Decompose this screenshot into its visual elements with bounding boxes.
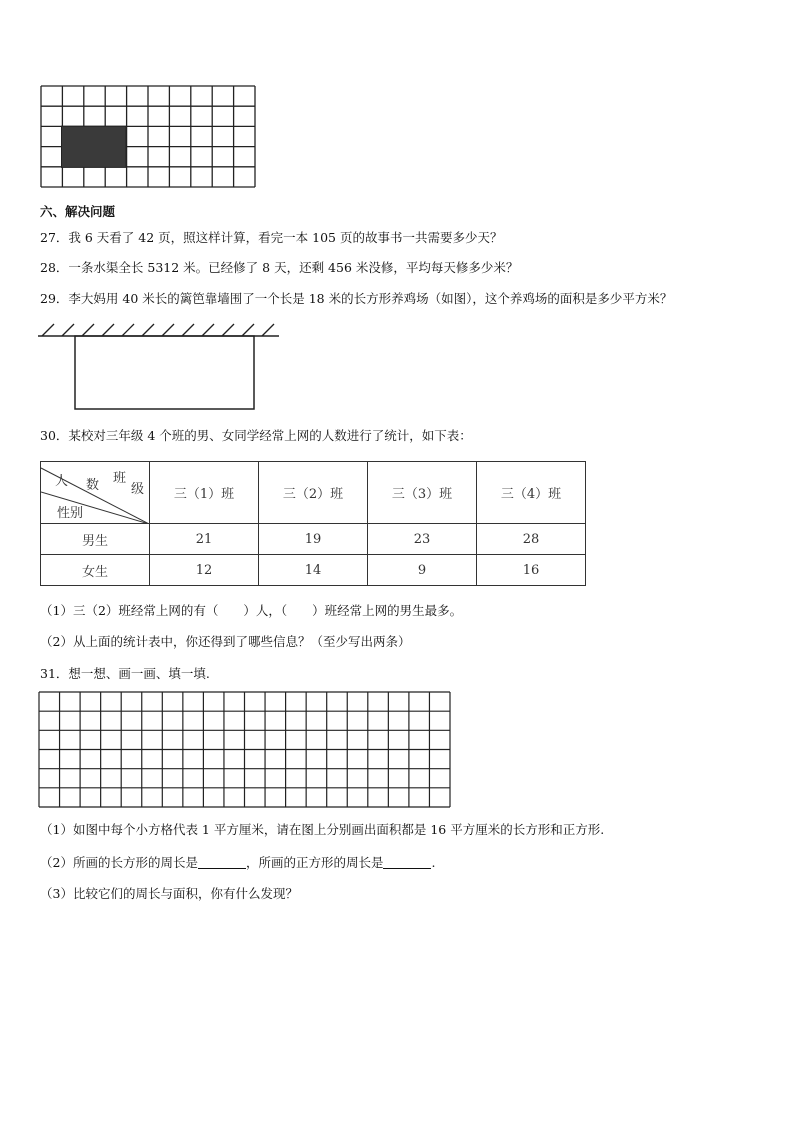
top-grid-figure — [40, 85, 256, 188]
table-cell: 12 — [150, 555, 259, 586]
question-28: 28．一条水渠全长 5312 米。已经修了 8 天，还剩 456 米没修，平均每天修多少米？ — [40, 260, 519, 275]
row-label: 女生 — [41, 555, 150, 586]
question-30-part-1: （1）三（2）班经常上网的有（ ）人，（ ）班经常上网的男生最多。 — [40, 603, 463, 618]
shaded-rectangle — [62, 126, 127, 167]
diag-label-ban: 班 — [113, 471, 127, 486]
table-row — [41, 524, 586, 555]
diag-label-shu: 数 — [86, 478, 100, 493]
column-header: 三（4）班 — [477, 462, 586, 524]
table-cell: 28 — [477, 524, 586, 555]
question-31-part-3: （3）比较它们的周长与面积，你有什么发现？ — [40, 886, 298, 901]
column-header: 三（1）班 — [150, 462, 259, 524]
column-header: 三（3）班 — [368, 462, 477, 524]
question-31: 31．想一想、画一画、填一填. — [40, 666, 210, 681]
rectangle-perimeter-blank[interactable] — [198, 856, 246, 869]
question-31-part-2 — [40, 855, 435, 871]
diag-label-ren: 人 — [55, 474, 69, 489]
row-label: 男生 — [41, 524, 150, 555]
q31-2-text-a: （2）所画的长方形的周长是 — [40, 855, 198, 870]
question-30: 30．某校对三年级 4 个班的男、女同学经常上网的人数进行了统计，如下表： — [40, 428, 472, 443]
q31-2-text-c: . — [431, 855, 436, 870]
question-29: 29．李大妈用 40 米长的篱笆靠墙围了一个长是 18 米的长方形养鸡场（如图），这个养鸡场的面积是多少平方米？ — [40, 291, 673, 306]
question-27: 27．我 6 天看了 42 页，照这样计算，看完一本 105 页的故事书一共需要多少天？ — [40, 230, 503, 245]
square-perimeter-blank[interactable] — [383, 856, 431, 869]
table-cell: 14 — [259, 555, 368, 586]
diag-label-xingbie: 性别 — [57, 506, 84, 521]
drawing-grid — [38, 691, 452, 809]
table-cell: 23 — [368, 524, 477, 555]
column-header: 三（2）班 — [259, 462, 368, 524]
statistics-table — [40, 461, 586, 586]
table-diagonal-header — [41, 462, 150, 524]
table-cell: 21 — [150, 524, 259, 555]
chicken-yard-figure — [38, 320, 283, 414]
rectangle-yard — [75, 336, 254, 409]
table-cell: 19 — [259, 524, 368, 555]
table-cell: 9 — [368, 555, 477, 586]
diag-label-ji: 级 — [131, 482, 145, 497]
q31-2-text-b: ，所画的正方形的周长是 — [245, 855, 384, 870]
question-30-part-2: （2）从上面的统计表中，你还得到了哪些信息？（至少写出两条） — [40, 634, 411, 649]
table-cell: 16 — [477, 555, 586, 586]
section-title: 六、解决问题 — [40, 204, 116, 219]
table-row — [41, 555, 586, 586]
question-31-part-1: （1）如图中每个小方格代表 1 平方厘米，请在图上分别画出面积都是 16 平方厘米的长方形和正方形. — [40, 822, 605, 837]
